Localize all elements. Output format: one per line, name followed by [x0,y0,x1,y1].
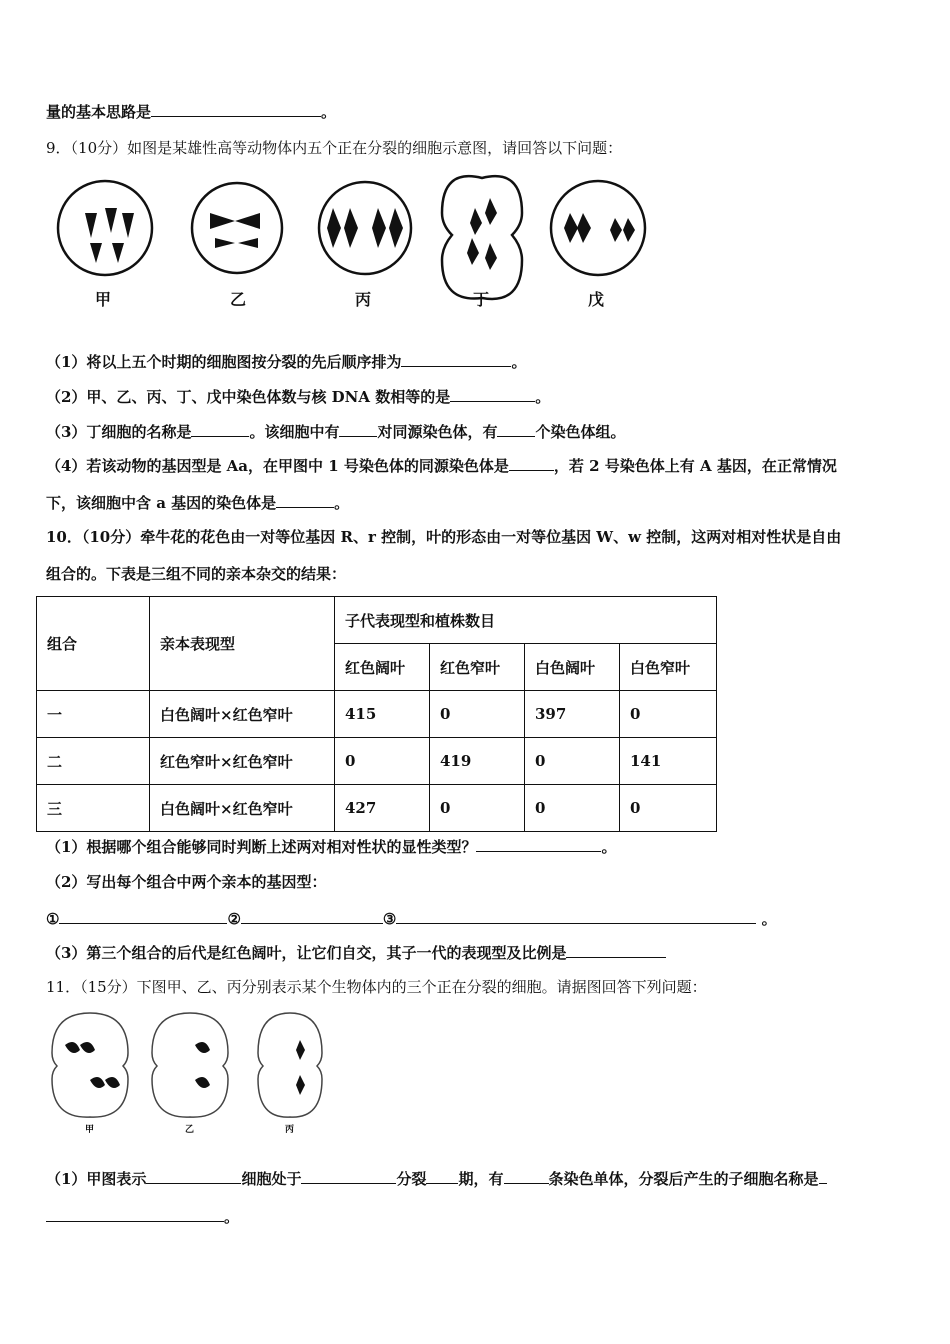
text: 。 [511,353,527,371]
text: ① [46,910,60,928]
header-group: 组合 [37,597,150,691]
q10-s2: （2）写出每个组合中两个亲本的基因型： [46,873,327,891]
text: 下，该细胞中含 a 基因的染色体是 [46,494,277,512]
figure-label: 丁 [473,290,490,309]
text: （1）将以上五个时期的细胞图按分裂的先后顺序排为 [46,353,402,371]
text: （4）若该动物的基因型是 Aa，在甲图中 1 号染色体的同源染色体是 [46,457,509,475]
q10-title-2: 组合的。下表是三组不同的亲本杂交的结果： [46,565,347,583]
answer-blank[interactable] [241,909,383,924]
text: 。 [334,494,350,512]
cell: 二 [37,738,150,785]
subheader: 红色阔叶 [335,644,430,691]
cell: 0 [620,691,717,738]
text: 量的基本思路是 [46,103,152,121]
q10-s1 [46,837,616,857]
figure-label: 甲 [95,290,112,309]
cell: 0 [430,785,525,832]
answer-blank[interactable] [819,1169,827,1184]
text: 。 [535,388,551,406]
q10-title-1: 10．（10分）牵牛花的花色由一对等位基因 R、r 控制，叶的形态由一对等位基因 W、w 控制，这两对相对性状是自由 [46,528,842,546]
answer-blank[interactable] [476,837,601,852]
q11-s1 [46,1169,827,1189]
q10-genotypes [46,909,777,929]
answer-blank[interactable] [426,1169,458,1184]
results-table [36,596,717,832]
cell: 一 [37,691,150,738]
text: 。 [601,838,617,856]
text: （2）甲、乙、丙、丁、戊中染色体数与核 DNA 数相等的是 [46,388,451,406]
cell: 397 [525,691,620,738]
answer-blank[interactable] [450,387,535,402]
answer-blank[interactable] [504,1169,549,1184]
text: 。 [761,910,777,928]
text: 分裂 [396,1170,427,1188]
table-row [37,738,717,785]
q9-s4 [46,456,837,476]
answer-blank[interactable] [396,909,756,924]
subheader: 红色窄叶 [430,644,525,691]
text: 期，有 [458,1170,504,1188]
figure-label: 戊 [588,290,605,309]
text: （1）根据哪个组合能够同时判断上述两对相对性状的显性类型？ [46,838,477,856]
subheader: 白色阔叶 [525,644,620,691]
cell: 0 [525,738,620,785]
cell: 419 [430,738,525,785]
q9-s3 [46,422,626,442]
answer-blank[interactable] [276,493,334,508]
text: 个染色体组。 [535,423,626,441]
text: 。该细胞中有 [249,423,340,441]
cell: 白色阔叶×红色窄叶 [150,785,335,832]
text: ③ [382,910,397,928]
text: 。 [321,103,337,121]
answer-blank[interactable] [46,1207,224,1222]
q9-cell-figure [50,168,660,318]
header-parent: 亲本表现型 [150,597,335,691]
answer-blank[interactable] [566,943,666,958]
text: （3）丁细胞的名称是 [46,423,192,441]
answer-blank[interactable] [59,909,227,924]
figure-label: 乙 [185,1125,195,1135]
q9-s2 [46,387,550,407]
cell: 三 [37,785,150,832]
text: （3）第三个组合的后代是红色阔叶，让它们自交，其子一代的表现型及比例是 [46,944,567,962]
text: 细胞处于 [241,1170,302,1188]
answer-blank[interactable] [401,352,511,367]
q9-s4-cont [46,493,349,513]
cell: 0 [430,691,525,738]
q8-tail [46,102,336,122]
cell: 0 [620,785,717,832]
answer-blank[interactable] [301,1169,396,1184]
answer-blank[interactable] [146,1169,241,1184]
cell: 0 [525,785,620,832]
figure-label: 乙 [230,290,247,309]
table-row [37,691,717,738]
figure-label: 丙 [355,290,372,309]
answer-blank[interactable] [509,456,554,471]
cell: 红色窄叶×红色窄叶 [150,738,335,785]
table-row [37,785,717,832]
answer-blank[interactable] [497,422,535,437]
text: 对同源染色体，有 [377,423,498,441]
q9-s1 [46,352,526,372]
answer-blank[interactable] [339,422,377,437]
answer-blank[interactable] [151,102,321,117]
subheader: 白色窄叶 [620,644,717,691]
text: ，若 2 号染色体上有 A 基因，在正常情况 [553,457,837,475]
q9-title: 9．（10分）如图是某雄性高等动物体内五个正在分裂的细胞示意图，请回答以下问题： [46,139,623,157]
cell: 427 [335,785,430,832]
text: 。 [224,1208,240,1226]
q11-cell-figure [50,1005,340,1135]
cell: 415 [335,691,430,738]
header-offspring: 子代表现型和植株数目 [335,597,717,644]
answer-blank[interactable] [191,422,249,437]
cell: 141 [620,738,717,785]
q10-s3 [46,943,666,963]
cell: 白色阔叶×红色窄叶 [150,691,335,738]
q11-title: 11．（15分）下图甲、乙、丙分别表示某个生物体内的三个正在分裂的细胞。请据图回答下列问题： [46,978,707,996]
figure-label: 甲 [85,1125,95,1135]
figure-label: 丙 [285,1125,295,1135]
q11-s1-cont [46,1207,239,1227]
text: （1）甲图表示 [46,1170,147,1188]
text: 条染色单体，分裂后产生的子细胞名称是 [548,1170,819,1188]
text: ② [227,910,241,928]
cell: 0 [335,738,430,785]
